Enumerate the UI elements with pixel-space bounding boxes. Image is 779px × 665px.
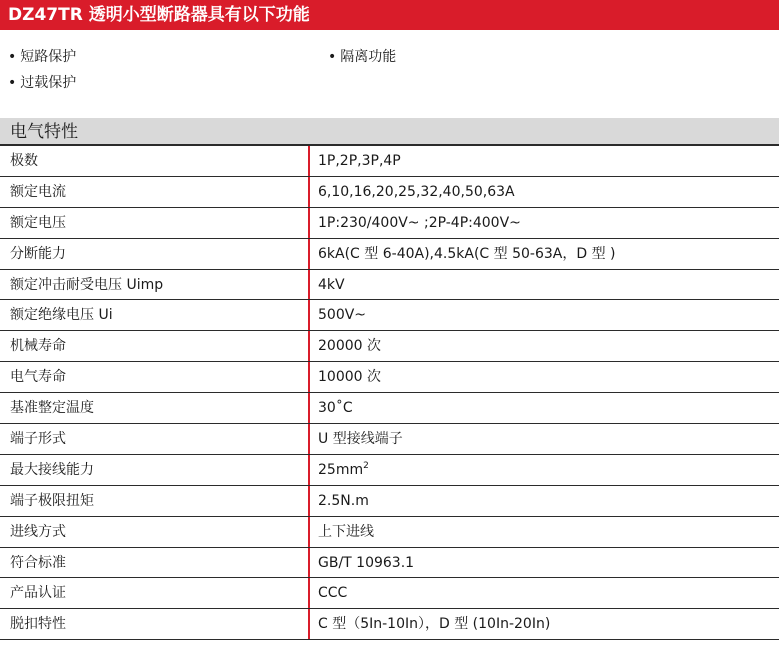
spec-label: 进线方式 <box>10 523 66 540</box>
column-divider <box>308 208 310 238</box>
column-divider <box>308 517 310 547</box>
spec-value-text: 1P,2P,3P,4P <box>318 153 401 169</box>
spec-row <box>0 362 779 393</box>
column-divider <box>308 455 310 485</box>
spec-label: 产品认证 <box>10 585 66 602</box>
spec-row <box>0 517 779 548</box>
section-header: 电气特性 <box>0 118 779 146</box>
spec-value <box>318 300 366 330</box>
spec-label: 额定绝缘电压 Ui <box>10 307 113 324</box>
spec-value-text: 25mm <box>318 461 364 478</box>
spec-value-text: 6kA(C 型 6-40A),4.5kA(C 型 50-63A，D 型 ) <box>318 245 616 262</box>
spec-row <box>0 208 779 239</box>
spec-value-text: 2.5N.m <box>318 492 369 509</box>
spec-label: 端子极限扭矩 <box>10 492 94 509</box>
column-divider <box>308 331 310 361</box>
spec-row <box>0 270 779 301</box>
spec-value <box>318 362 381 392</box>
spec-value-text: 30˚C <box>318 400 353 417</box>
bullet-icon: • <box>8 75 17 91</box>
spec-row <box>0 331 779 362</box>
feature-label: 隔离功能 <box>340 49 397 65</box>
spec-label: 极数 <box>10 153 38 169</box>
spec-value <box>318 208 521 238</box>
bullet-icon: • <box>328 49 337 65</box>
feature-item <box>8 44 76 70</box>
spec-row <box>0 177 779 208</box>
spec-value <box>318 486 369 516</box>
spec-label: 脱扣特性 <box>10 616 66 633</box>
spec-row <box>0 300 779 331</box>
spec-label: 额定冲击耐受电压 Uimp <box>10 276 164 293</box>
spec-row <box>0 548 779 579</box>
column-divider <box>308 300 310 330</box>
spec-value-text: 20000 次 <box>318 338 381 355</box>
spec-value <box>318 177 515 207</box>
spec-value-text: 1P:230/400V~ ;2P-4P:400V~ <box>318 214 521 231</box>
spec-value <box>318 455 369 485</box>
spec-row <box>0 239 779 270</box>
spec-row <box>0 146 779 177</box>
spec-value-text: 4kV <box>318 276 345 293</box>
spec-row <box>0 424 779 455</box>
spec-value <box>318 578 347 608</box>
column-divider <box>308 548 310 578</box>
spec-label: 额定电压 <box>10 214 66 231</box>
column-divider <box>308 609 310 639</box>
spec-value <box>318 424 403 454</box>
feature-label: 过载保护 <box>20 75 77 91</box>
feature-list <box>0 44 779 104</box>
spec-value-text: C 型（5In-10In），D 型 (10In-20In) <box>318 616 551 633</box>
spec-row <box>0 578 779 609</box>
spec-value-text: GB/T 10963.1 <box>318 554 415 571</box>
feature-item <box>8 70 76 96</box>
column-divider <box>308 362 310 392</box>
spec-value <box>318 548 414 578</box>
spec-value <box>318 239 615 269</box>
spec-value <box>318 146 401 176</box>
feature-item <box>328 44 396 70</box>
spec-value-text: CCC <box>318 585 348 602</box>
column-divider <box>308 578 310 608</box>
spec-label: 电气寿命 <box>10 369 66 386</box>
spec-label: 额定电流 <box>10 183 66 200</box>
column-divider <box>308 239 310 269</box>
spec-value <box>318 331 381 361</box>
feature-label: 短路保护 <box>20 49 77 65</box>
spec-row <box>0 455 779 486</box>
page-title: DZ47TR 透明小型断路器具有以下功能 <box>0 0 779 30</box>
spec-value <box>318 270 345 300</box>
column-divider <box>308 486 310 516</box>
spec-label: 端子形式 <box>10 431 66 448</box>
spec-row <box>0 486 779 517</box>
spec-value-text: 6,10,16,20,25,32,40,50,63A <box>318 183 515 200</box>
spec-value <box>318 517 374 547</box>
spec-value-superscript: 2 <box>363 460 369 471</box>
bullet-icon: • <box>8 49 17 65</box>
spec-value-text: 上下进线 <box>318 523 374 540</box>
spec-row <box>0 609 779 640</box>
spec-label: 最大接线能力 <box>10 461 94 478</box>
column-divider <box>308 393 310 423</box>
spec-row <box>0 393 779 424</box>
spec-label: 基准整定温度 <box>10 400 94 417</box>
spec-value-text: 10000 次 <box>318 369 381 386</box>
spec-label: 符合标准 <box>10 554 66 571</box>
spec-label: 机械寿命 <box>10 338 66 355</box>
column-divider <box>308 270 310 300</box>
column-divider <box>308 424 310 454</box>
column-divider <box>308 177 310 207</box>
spec-table <box>0 146 779 640</box>
spec-value-text: U 型接线端子 <box>318 431 403 448</box>
spec-value-text: 500V~ <box>318 307 367 324</box>
spec-value <box>318 393 353 423</box>
spec-value <box>318 609 550 639</box>
spec-label: 分断能力 <box>10 245 66 262</box>
column-divider <box>308 146 310 176</box>
